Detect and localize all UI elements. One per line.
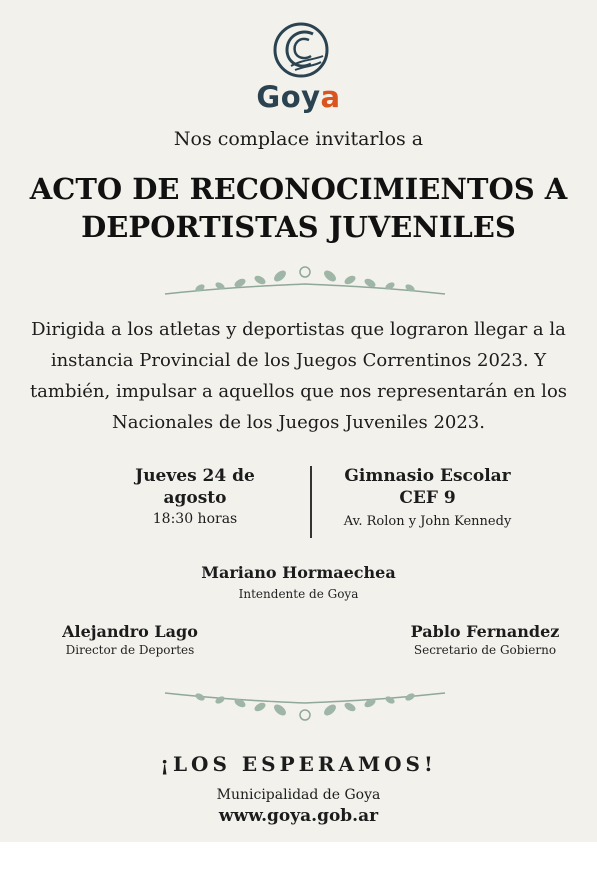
event-title-line: DEPORTISTAS JUVENILES [81,210,516,244]
description-line: Dirigida a los atletas y deportistas que lograron llegar a la [31,319,566,340]
left-host-name: Alejandro Lago [62,622,198,641]
description-line: Nacionales de los Juegos Juveniles 2023. [112,412,485,433]
venue-name-line2: CEF 9 [399,488,456,508]
main-host-role: Intendente de Goya [238,587,359,601]
venue-address: Av. Rolon y John Kennedy [343,514,512,529]
left-host-role: Director de Deportes [65,643,195,657]
event-date-month: agosto [163,488,227,508]
event-title-line: ACTO DE RECONOCIMIENTOS A [29,172,568,206]
event-description [20,314,577,438]
event-title [0,170,597,246]
venue-name: Gimnasio Escolar [344,466,511,486]
description-line: también, impulsar a aquellos que nos representarán en los [29,381,568,402]
right-host [385,622,585,658]
website-url: www.goya.gob.ar [218,806,379,826]
left-host [30,622,230,658]
right-host-role: Secretario de Gobierno [413,643,557,657]
brand-name-accent: a [320,80,341,114]
event-time: 18:30 horas [152,511,238,527]
right-host-name: Pablo Fernandez [410,622,560,641]
event-date: Jueves 24 de [135,466,255,486]
vine-divider-icon [160,685,450,725]
main-host [0,563,597,602]
brand-wordmark [0,80,597,114]
vertical-divider [310,466,312,538]
event-location-block [330,465,525,531]
event-date-block [110,465,280,529]
main-host-name: Mariano Hormaechea [201,563,396,582]
vine-divider-icon [160,262,450,302]
organization-name: Municipalidad de Goya [216,787,381,803]
closing-text: ¡LOS ESPERAMOS! [160,752,437,776]
goya-swirl-logo-icon [271,20,331,80]
intro-text: Nos complace invitarlos a [173,128,424,150]
brand-name: Goy [256,80,321,114]
description-line: instancia Provincial de los Juegos Correntinos 2023. Y [50,350,547,371]
